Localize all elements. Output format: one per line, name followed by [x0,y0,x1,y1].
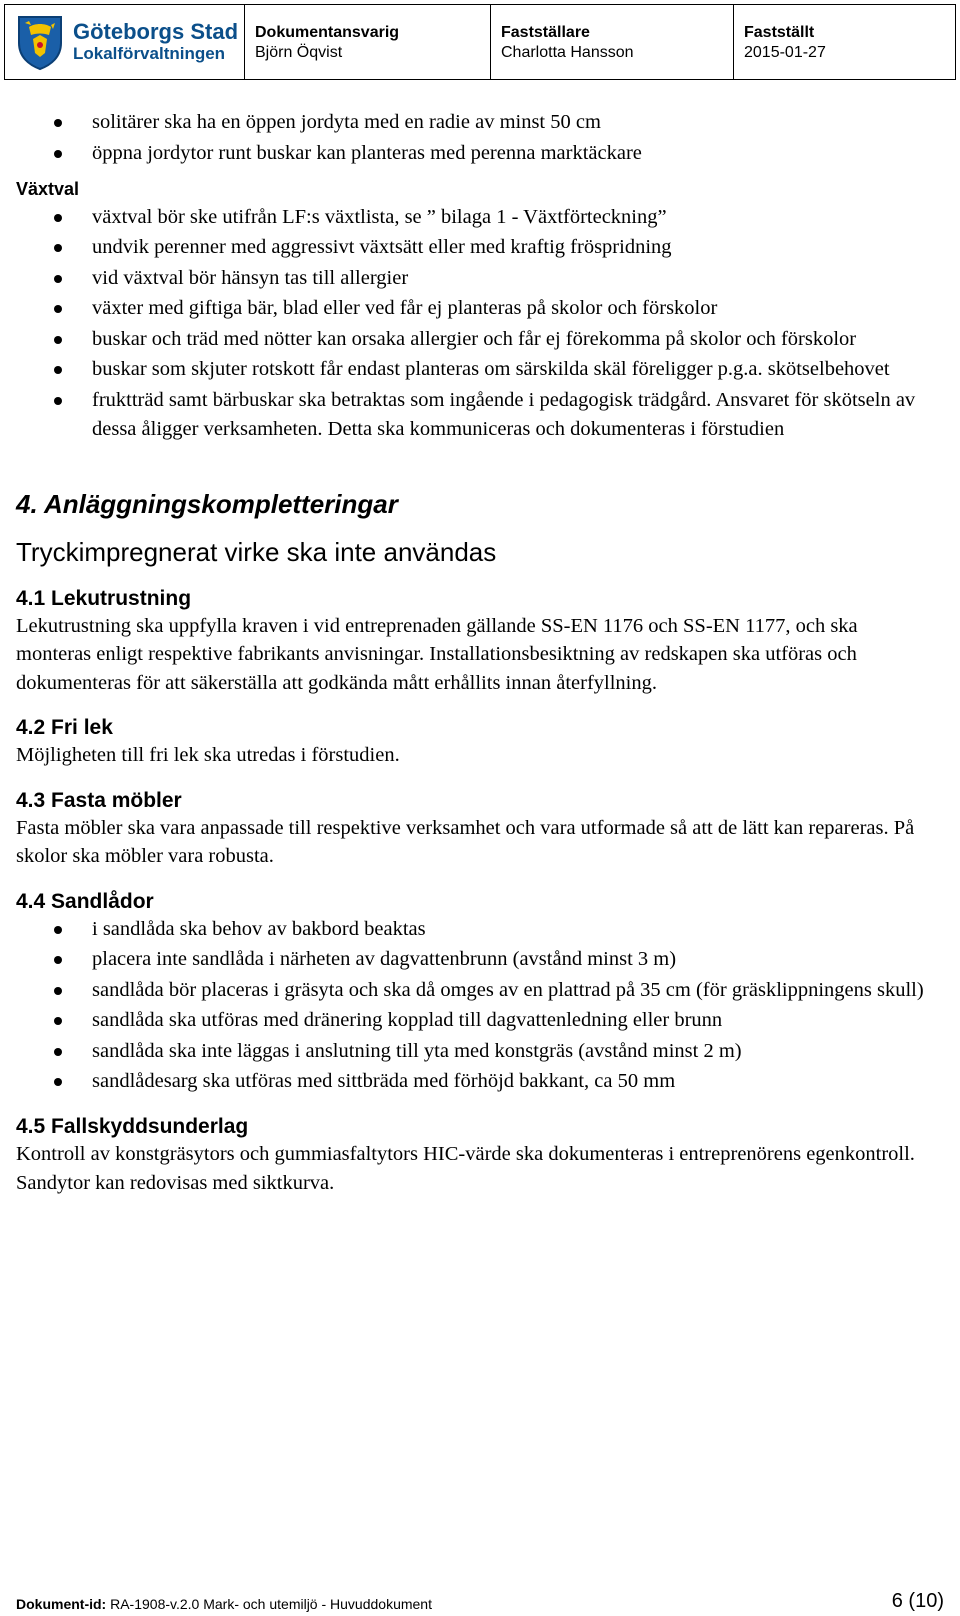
list-item: fruktträd samt bärbuskar ska betraktas som ingående i pedagogisk trädgård. Ansvaret för skötseln av dessa åligger verksamheten. Detta ska kommuniceras och dokumenteras i förstudien [16,386,946,444]
section-4-1-text: Lekutrustning ska uppfylla kraven i vid entreprenaden gällande SS-EN 1176 och SS-EN 1177, och ska monteras enligt respektive fabrikants anvisningar. Installationsbesiktning av redskapen ska utföras och dokumenteras för att säkerställa att godkända mått erhållits innan återfyllning. [16,614,858,694]
section-4-5-heading: 4.5 Fallskyddsunderlag [16,1115,249,1138]
city-crest-icon [15,13,65,71]
list-item: växtval bör ske utifrån LF:s växtlista, se ” bilaga 1 - Växtförteckning” [16,203,946,232]
org-name [73,20,238,64]
document-footer [16,1590,956,1614]
responsible-label: Dokumentansvarig [255,24,400,41]
list-item: vid växtval bör hänsyn tas till allergier [16,264,946,293]
section-4-subheading: Tryckimpregnerat virke ska inte användas [16,536,497,567]
org-name-line1: Göteborgs Stad [73,19,239,44]
list-item: i sandlåda ska behov av bakbord beaktas [16,915,946,944]
section-4-heading: 4. Anläggningskompletteringar [16,488,398,519]
approved-label: Fastställt [744,24,815,41]
header-approved-cell [734,5,955,79]
page-number: 6 (10) [891,1590,944,1612]
sandlador-bullet-list [16,915,946,1097]
document-id [16,1596,432,1612]
section-4-3-heading: 4.3 Fasta möbler [16,788,182,812]
list-item: sandlåda ska inte läggas i anslutning till yta med konstgräs (avstånd minst 2 m) [16,1037,946,1066]
header-approver-cell [491,5,734,79]
approver-label: Fastställare [501,24,590,41]
section-4-4-heading: 4.4 Sandlådor [16,889,154,913]
section-4-3-text: Fasta möbler ska vara anpassade till respektive verksamhet och vara utformade så att de lätt kan repareras. På skolor ska möbler vara robusta. [16,816,915,867]
vaxtval-heading: Växtval [16,178,80,199]
section-4-5-text: Kontroll av konstgräsytors och gummiasfaltytors HIC-värde ska dokumenteras i entreprenörens egenkontroll. Sandytor kan redovisas med siktkurva. [16,1143,915,1194]
section-4-1-heading: 4.1 Lekutrustning [16,586,192,610]
list-item: buskar och träd med nötter kan orsaka allergier och får ej förekomma på skolor och förskolor [16,325,946,354]
list-item: sandlådesarg ska utföras med sittbräda med förhöjd bakkant, ca 50 mm [16,1067,946,1096]
list-item: sandlåda bör placeras i gräsyta och ska då omges av en plattrad på 35 cm (för gräsklippningens skull) [16,976,946,1005]
list-item: buskar som skjuter rotskott får endast planteras om särskilda skäl föreligger p.g.a. skötselbehovet [16,355,946,384]
list-item: öppna jordytor runt buskar kan planteras med perenna marktäckare [16,139,946,168]
intro-bullet-list [16,108,946,168]
list-item: växter med giftiga bär, blad eller ved får ej planteras på skolor och förskolor [16,294,946,323]
list-item: placera inte sandlåda i närheten av dagvattenbrunn (avstånd minst 3 m) [16,945,946,974]
list-item: sandlåda ska utföras med dränering kopplad till dagvattenledning eller brunn [16,1006,946,1035]
document-body [16,108,946,1197]
list-item: solitärer ska ha en öppen jordyta med en radie av minst 50 cm [16,108,946,137]
vaxtval-bullet-list [16,203,946,444]
approver-value: Charlotta Hansson [501,44,634,61]
document-id-value: RA-1908-v.2.0 Mark- och utemiljö - Huvuddokument [110,1596,432,1612]
header-logo-cell [5,5,245,79]
responsible-value: Björn Öqvist [255,44,343,61]
document-id-label: Dokument-id: [16,1596,107,1612]
document-header [4,4,956,80]
org-name-line2: Lokalförvaltningen [73,44,226,63]
list-item: undvik perenner med aggressivt växtsätt eller med kraftig fröspridning [16,233,946,262]
section-4-2-text: Möjligheten till fri lek ska utredas i förstudien. [16,744,400,766]
header-responsible-cell [245,5,491,79]
approved-date: 2015-01-27 [744,44,826,61]
section-4-2-heading: 4.2 Fri lek [16,716,113,739]
